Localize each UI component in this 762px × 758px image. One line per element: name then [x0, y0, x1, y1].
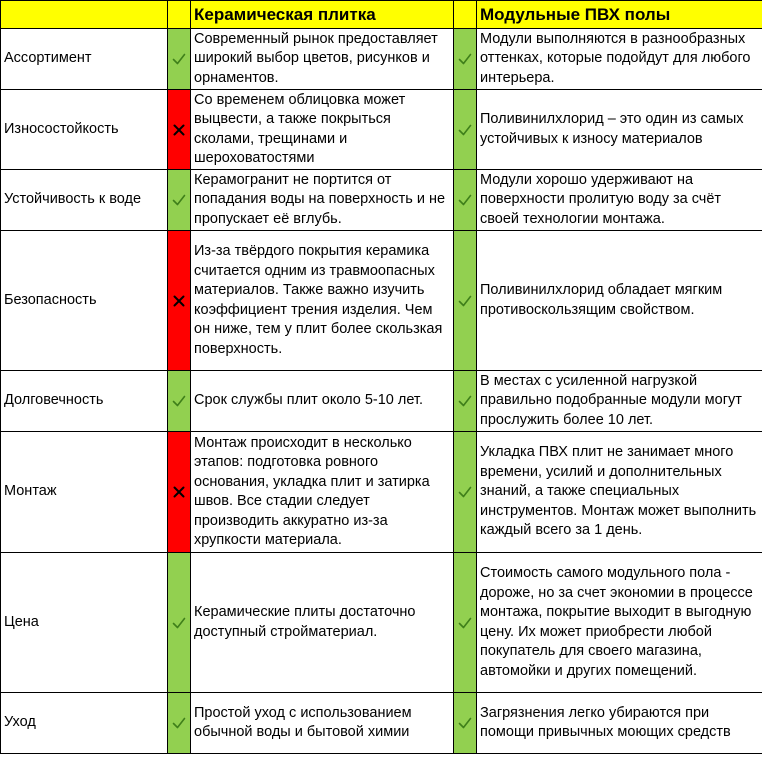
check-icon — [457, 293, 473, 309]
tile-mark-cell — [168, 432, 191, 553]
table-row — [1, 432, 762, 553]
tile-text-cell: Керамогранит не портится от попадания воды на поверхность и не пропускает её вглубь. — [191, 170, 454, 231]
table-row — [1, 693, 762, 754]
check-icon — [171, 715, 187, 731]
tile-mark-cell — [168, 90, 191, 170]
cross-icon — [171, 485, 187, 499]
header-mark-tile — [168, 1, 191, 29]
table-row — [1, 231, 762, 371]
pvc-mark-cell — [454, 371, 477, 432]
tile-mark-cell — [168, 170, 191, 231]
criterion-cell: Износостойкость — [1, 90, 168, 170]
table-row — [1, 371, 762, 432]
check-icon — [457, 715, 473, 731]
criterion-cell: Цена — [1, 553, 168, 693]
pvc-mark-cell — [454, 170, 477, 231]
tile-mark-cell — [168, 231, 191, 371]
tile-text-cell: Срок службы плит около 5-10 лет. — [191, 371, 454, 432]
criterion-cell: Монтаж — [1, 432, 168, 553]
header-tile: Керамическая плитка — [191, 1, 454, 29]
criterion-cell: Устойчивость к воде — [1, 170, 168, 231]
pvc-text-cell: Укладка ПВХ плит не занимает много времени, усилий и дополнительных знаний, а также специальных инструментов. Монтаж может выполнить каждый всего за 1 день. — [477, 432, 762, 553]
tile-mark-cell — [168, 693, 191, 754]
check-icon — [171, 51, 187, 67]
pvc-text-cell: В местах с усиленной нагрузкой правильно подобранные модули могут прослужить более 10 лет. — [477, 371, 762, 432]
table-row — [1, 553, 762, 693]
check-icon — [171, 192, 187, 208]
table-row — [1, 170, 762, 231]
table-row — [1, 29, 762, 90]
pvc-mark-cell — [454, 29, 477, 90]
criterion-cell: Уход — [1, 693, 168, 754]
check-icon — [171, 615, 187, 631]
pvc-text-cell: Поливинилхлорид – это один из самых устойчивых к износу материалов — [477, 90, 762, 170]
header-row — [1, 1, 762, 29]
criterion-cell: Ассортимент — [1, 29, 168, 90]
pvc-mark-cell — [454, 231, 477, 371]
tile-text-cell: Из-за твёрдого покрытия керамика считается одним из травмоопасных материалов. Также важно изучить коэффициент трения изделия. Чем он ниже, тем у плит более скользкая поверхность. — [191, 231, 454, 371]
pvc-text-cell: Модули выполняются в разнообразных оттенках, которые подойдут для любого интерьера. — [477, 29, 762, 90]
pvc-text-cell: Загрязнения легко убираются при помощи привычных моющих средств — [477, 693, 762, 754]
pvc-mark-cell — [454, 90, 477, 170]
tile-text-cell: Керамические плиты достаточно доступный стройматериал. — [191, 553, 454, 693]
tile-mark-cell — [168, 553, 191, 693]
tile-text-cell: Современный рынок предоставляет широкий выбор цветов, рисунков и орнаментов. — [191, 29, 454, 90]
check-icon — [457, 484, 473, 500]
check-icon — [457, 192, 473, 208]
table-row — [1, 90, 762, 170]
pvc-mark-cell — [454, 432, 477, 553]
check-icon — [457, 122, 473, 138]
tile-text-cell: Со временем облицовка может выцвести, а также покрыться сколами, трещинами и шероховатостями — [191, 90, 454, 170]
check-icon — [457, 51, 473, 67]
criterion-cell: Безопасность — [1, 231, 168, 371]
check-icon — [171, 393, 187, 409]
pvc-mark-cell — [454, 553, 477, 693]
header-mark-pvc — [454, 1, 477, 29]
pvc-text-cell: Поливинилхлорид обладает мягким противоскользящим свойством. — [477, 231, 762, 371]
pvc-mark-cell — [454, 693, 477, 754]
pvc-text-cell: Модули хорошо удерживают на поверхности пролитую воду за счёт своей технологии монтажа. — [477, 170, 762, 231]
check-icon — [457, 393, 473, 409]
header-criterion — [1, 1, 168, 29]
cross-icon — [171, 294, 187, 308]
pvc-text-cell: Стоимость самого модульного пола - дороже, но за счет экономии в процессе монтажа, покрытие выходит в выгодную цену. Их может приобрести любой покупатель для своего магазина, автомойки и других помещений. — [477, 553, 762, 693]
tile-text-cell: Монтаж происходит в несколько этапов: подготовка ровного основания, укладка плит и затирка швов. Все стадии следует производить аккуратно из-за хрупкости материала. — [191, 432, 454, 553]
criterion-cell: Долговечность — [1, 371, 168, 432]
tile-mark-cell — [168, 29, 191, 90]
cross-icon — [171, 123, 187, 137]
check-icon — [457, 615, 473, 631]
header-pvc: Модульные ПВХ полы — [477, 1, 762, 29]
tile-mark-cell — [168, 371, 191, 432]
tile-text-cell: Простой уход с использованием обычной воды и бытовой химии — [191, 693, 454, 754]
